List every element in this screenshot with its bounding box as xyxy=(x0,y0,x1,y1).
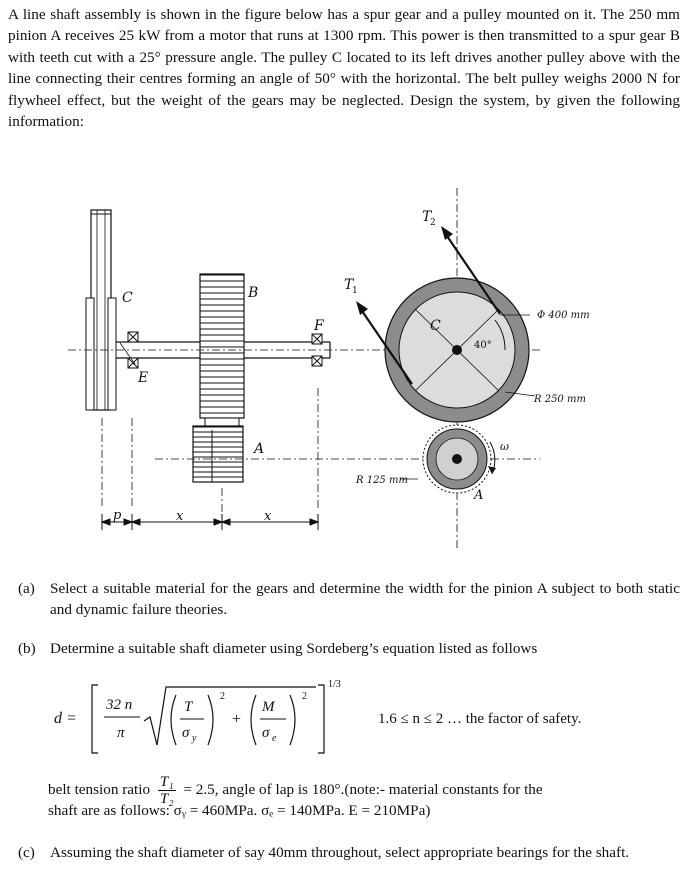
formula-sigma-e: σ xyxy=(262,725,270,741)
material-constants: shaft are as follows: σᵧ = 460MPa. σₑ = 140MPa. E = 210MPa) xyxy=(48,802,431,819)
label-r125: R 125 mm xyxy=(356,475,408,486)
label-x2: x xyxy=(264,509,272,524)
formula-sigma-y: σ xyxy=(182,725,190,741)
formula-m: M xyxy=(262,699,275,715)
question-b-text: Determine a suitable shaft diameter using Sordeberg’s equation listed as follows xyxy=(50,640,538,657)
label-e: E xyxy=(138,370,149,386)
formula-sq-1: 2 xyxy=(220,691,225,702)
belt-suffix: = 2.5, angle of lap is 180°.(note:- material constants for the xyxy=(183,780,543,798)
formula-y-sub: y xyxy=(192,733,197,744)
pulley-c-side xyxy=(86,210,116,410)
formula-t: T xyxy=(184,699,193,715)
label-b: B xyxy=(248,285,259,301)
label-c-right: C xyxy=(430,318,441,334)
label-t1-sub: 1 xyxy=(352,286,358,296)
label-x1: x xyxy=(176,509,184,524)
formula-coef-num: 32 n xyxy=(106,697,133,713)
belt-ratio-den: T₂ xyxy=(159,790,174,807)
label-a-left: A xyxy=(254,441,265,457)
label-r250: R 250 mm xyxy=(534,394,586,405)
label-c-left: C xyxy=(122,290,133,306)
belt-info xyxy=(48,764,688,834)
formula-power: 1/3 xyxy=(328,679,341,690)
label-t1: T xyxy=(344,277,354,293)
question-a-text: Select a suitable material for the gears and determine the width for the pinion A subject to both static and dynamic failure theories. xyxy=(50,580,680,618)
label-diameter: Φ 400 mm xyxy=(537,310,590,321)
question-c-text: Assuming the shaft diameter of say 40mm throughout, select appropriate bearings for the shaft. xyxy=(50,844,630,861)
shaft-assembly-figure xyxy=(0,168,694,560)
label-t2-sub: 2 xyxy=(430,218,436,228)
label-omega: ω xyxy=(500,440,509,453)
dimension-line xyxy=(102,514,318,530)
pinion-a-end xyxy=(423,425,496,493)
soderberg-formula xyxy=(54,673,674,759)
question-b-label: (b) xyxy=(18,640,36,657)
formula-coef-den: π xyxy=(117,725,125,741)
question-c-label: (c) xyxy=(18,844,35,861)
formula-lhs: d = xyxy=(54,710,77,727)
formula-e-sub: e xyxy=(272,733,277,744)
formula-plus: + xyxy=(232,711,242,728)
gear-b xyxy=(200,274,244,430)
problem-statement: A line shaft assembly is shown in the figure below has a spur gear and a pulley mounted on it. The 250 mm pinion A receives 25 kW from a motor that runs at 1300 rpm. This power is then transmitted to a spur gear B with teeth cut with a 25° pressure angle. The pulley C located to its left drives another pulley above with the line connecting their centres forming an angle of 50° with the horizontal. The belt pulley weighs 2000 N for flywheel effect, but the weight of the gears may be neglected. Design the system, by given the following information: xyxy=(8,6,680,131)
formula-sq-2: 2 xyxy=(302,691,307,702)
belt-prefix: belt tension ratio xyxy=(48,780,151,798)
label-t2: T xyxy=(422,209,432,225)
question-a xyxy=(18,578,680,620)
pulley-c-end xyxy=(385,278,529,422)
pinion-a-side xyxy=(193,426,243,482)
formula-safety: 1.6 ≤ n ≤ 2 … the factor of safety. xyxy=(378,711,582,727)
belt-ratio-num: T₁ xyxy=(159,773,174,790)
question-b xyxy=(18,638,680,659)
question-c xyxy=(18,842,680,863)
label-p: p xyxy=(113,508,122,523)
label-angle: 40° xyxy=(474,340,492,351)
label-f: F xyxy=(314,318,324,334)
question-a-label: (a) xyxy=(18,580,35,597)
label-a-right: A xyxy=(474,488,484,503)
